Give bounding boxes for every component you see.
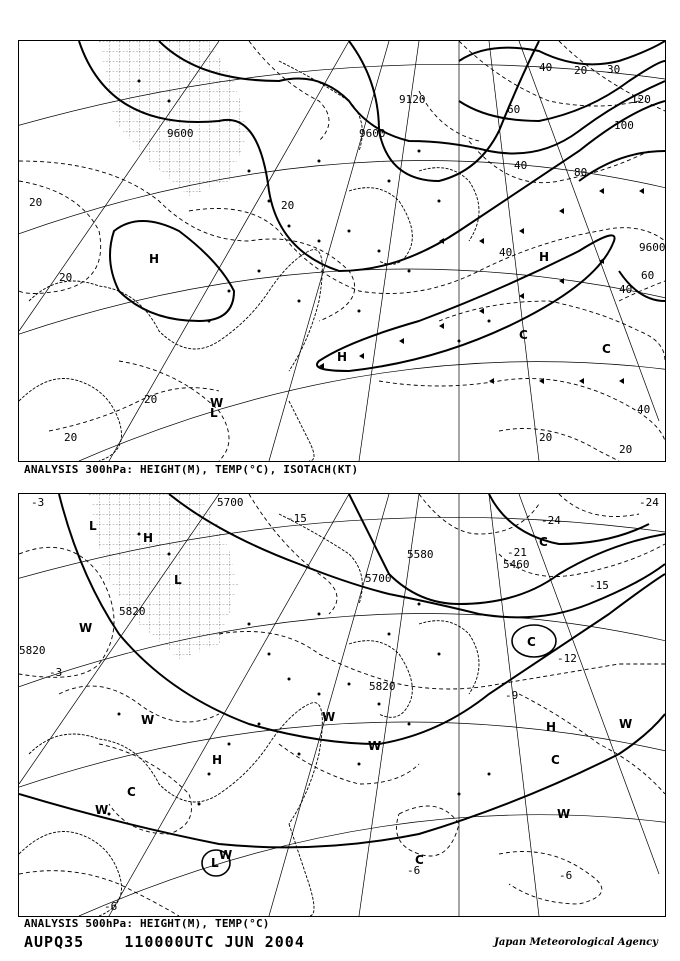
height-label: 5700	[217, 496, 244, 509]
high-center-marker: H	[149, 252, 160, 266]
height-label: 9600	[639, 241, 665, 254]
height-label: 5820	[119, 605, 146, 618]
map-panel-300hpa	[18, 40, 666, 462]
height-label: 9600	[359, 127, 386, 140]
isotach-label: 30	[607, 63, 621, 76]
height-label: 5820	[369, 680, 396, 693]
warm-center-marker: W	[322, 710, 336, 724]
valid-datetime: 110000UTC JUN 2004	[124, 933, 305, 951]
isotach-label: 20	[144, 393, 158, 406]
temp-label: -24	[541, 514, 561, 527]
product-code: AUPQ35	[24, 933, 85, 951]
isotach-label: 100	[614, 119, 634, 132]
height-label: 5700	[365, 572, 392, 585]
high-center-marker: H	[337, 350, 348, 364]
temp-label: -15	[589, 579, 609, 592]
temp-label: -12	[557, 652, 577, 665]
height-label: 5820	[19, 644, 46, 657]
height-label: 5460	[503, 558, 530, 571]
warm-center-marker: W	[79, 621, 93, 635]
high-center-marker: H	[539, 250, 550, 264]
warm-center-marker: W	[368, 739, 382, 753]
map-500hpa-graphic	[19, 494, 665, 916]
latitude-lines	[19, 64, 665, 461]
warm-center-marker: W	[210, 396, 224, 410]
agency-name: Japan Meteorological Agency	[494, 937, 658, 948]
warm-center-marker: W	[557, 807, 571, 821]
temp-label: -15	[287, 512, 307, 525]
cold-center-marker: C	[519, 328, 528, 342]
temp-label: -6	[407, 864, 421, 877]
height-label: 9120	[399, 93, 426, 106]
cold-center-marker: C	[415, 853, 424, 867]
wind-barbs	[319, 188, 644, 384]
warm-center-marker: W	[219, 848, 233, 862]
chart-identifier	[24, 933, 305, 951]
isotach-label: 40	[499, 246, 513, 259]
low-center-marker: L	[174, 573, 182, 587]
temp-label: -24	[639, 496, 659, 509]
temp-label: -6	[559, 869, 573, 882]
cold-center-marker: C	[539, 535, 548, 549]
panel-caption-300hpa: ANALYSIS 300hPa: HEIGHT(M), TEMP(°C), ISOTACH(KT)	[24, 463, 359, 476]
temp-label: -9	[505, 689, 519, 702]
map-panel-500hpa	[18, 493, 666, 917]
warm-center-marker: W	[619, 717, 633, 731]
low-center-marker: L	[211, 856, 219, 870]
panel-caption-500hpa: ANALYSIS 500hPa: HEIGHT(M), TEMP(°C)	[24, 917, 270, 930]
high-contours	[110, 221, 615, 371]
isotach-label: 20	[619, 443, 633, 456]
temp-label: -6	[104, 900, 118, 913]
temp-label: -3	[49, 666, 63, 679]
cold-center-marker: C	[551, 753, 560, 767]
isotach-label: 40	[514, 159, 528, 172]
cold-center-marker: C	[602, 342, 611, 356]
temp-label: -3	[31, 496, 45, 509]
isotach-label: 20	[281, 199, 295, 212]
height-label: 5580	[407, 548, 434, 561]
low-center-marker: L	[89, 519, 97, 533]
isotach-label: 20	[29, 196, 43, 209]
height-label: 9600	[167, 127, 194, 140]
isotach-label: 40	[619, 283, 633, 296]
temp-label: -21	[507, 546, 527, 559]
cold-center-marker: C	[527, 635, 536, 649]
isotach-label: 20	[59, 271, 73, 284]
isotach-label: 20	[64, 431, 78, 444]
isotach-label: 40	[637, 403, 651, 416]
isotach-label: 80	[574, 166, 588, 179]
isotach-label: 20	[539, 431, 553, 444]
isotach-label: 60	[641, 269, 655, 282]
terrain-hatch-area	[99, 41, 249, 196]
map-300hpa-graphic	[19, 41, 665, 461]
terrain-hatch-area	[89, 494, 239, 659]
high-center-marker: H	[143, 531, 154, 545]
isotach-label: 120	[631, 93, 651, 106]
cold-center-marker: C	[127, 785, 136, 799]
isotach-label: 60	[507, 103, 521, 116]
warm-center-marker: W	[141, 713, 155, 727]
high-center-marker: H	[546, 720, 557, 734]
isotach-label: 20	[574, 64, 588, 77]
isotach-label: 40	[539, 61, 553, 74]
low-center-marker: L	[210, 406, 218, 420]
warm-center-marker: W	[95, 803, 109, 817]
high-center-marker: H	[212, 753, 223, 767]
coastlines	[19, 514, 479, 916]
